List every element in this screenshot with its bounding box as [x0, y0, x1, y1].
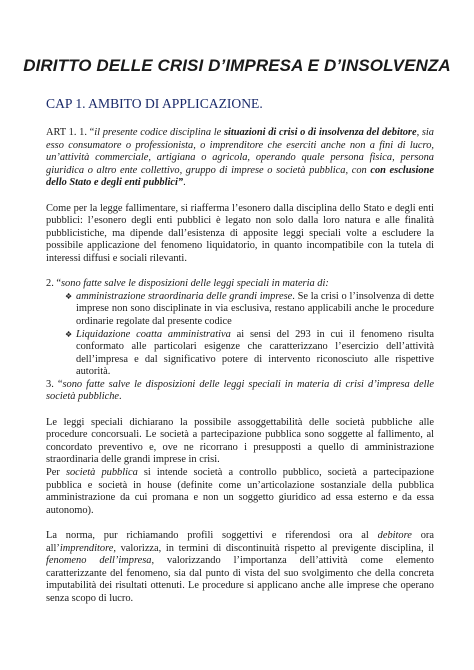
text-run: , valorizza, in termini di discontinuità rispetto al previgente disciplina, il: [113, 542, 434, 554]
section-3-prefix: 3. “: [46, 378, 63, 390]
paragraph-norma: [46, 530, 434, 606]
bullet-icon: ❖: [65, 291, 73, 301]
section-3-suffix: .: [119, 391, 122, 403]
section-2-prefix: 2. “: [46, 278, 62, 290]
document-title: DIRITTO DELLE CRISI D’IMPRESA E D’INSOLVENZA: [23, 56, 451, 75]
text-run: ora all’: [46, 530, 434, 554]
paragraph-societa-pubblica: [46, 467, 434, 517]
text-run: , valorizzando l’importanza dell’attività come elemento caratterizzante del fenomeno, sia dal punto di vista del suo svolgimento che della concreta imputabilità dei risultati ottenuti. Le procedure si applicano anche alle imprese che operano senza scopo di lucro.: [46, 555, 434, 604]
list-item-italic: Liquidazione coatta amministrativa: [76, 328, 231, 340]
bullet-icon: ❖: [65, 329, 73, 339]
paragraph-legge-fallimentare: Come per la legge fallimentare, si riafferma l’esonero dalla disciplina dello Stato e degli enti pubblici: l’esonero degli enti pubblici è legato non solo dalla loro natura e alle finalità pubblicistiche, ma dipende dall’esistenza di apposite leggi speciali volte a escludere la possibile applicazione del fenomeno liquidatorio, in quanto incompatibile con la tutela di interessi diffusi e sociali rilevanti.: [46, 202, 434, 264]
text-run: Per: [46, 467, 66, 479]
list-item-text: . Se la crisi o l’insolvenza di dette imprese non sono disciplinate in via esclusiva, restano applicabili anche le procedure ordinarie regolate dal presente codice: [76, 290, 435, 327]
text-run: La norma, pur richiamando profili soggettivi e riferendosi ora al: [46, 530, 378, 541]
section-2-intro: [46, 278, 434, 291]
text-run: si intende società a controllo pubblico, società a partecipazione pubblica e società in house (definite come un’articolazione sostanziale della pubblica amministrazione da cui promana e non un soggetto giuridico ad essa esterno e da essa autonomo).: [46, 467, 434, 516]
section-2-intro-text: sono fatte salve le disposizioni delle leggi speciali in materia di:: [61, 278, 329, 290]
article-text-1: il presente codice disciplina le: [94, 127, 224, 138]
article-1-paragraph: [46, 127, 434, 190]
section-2-list: [46, 291, 434, 379]
paragraph-leggi-speciali: Le leggi speciali dichiarano la possibile assoggettabilità delle società pubbliche alle procedure concorsuali. Le società a partecipazione pubblica sono soggette al fallimento, al concordato preventivo e, ove ne ricorrano i presupposti a quello di amministrazione straordinaria delle grandi imprese in crisi.: [46, 416, 434, 466]
article-text-bold-2: con esclusione dello Stato e degli enti pubblici”: [46, 164, 434, 189]
article-end: .: [183, 177, 186, 189]
list-item-text: ai sensi del 293 in cui il fenomeno risulta conformato alle particolari esigenze che caratterizzano l’esercizio dell’attività dell’impresa e dal significativo potere di intervento riconosciuto alle rispettive autorità.: [76, 328, 434, 378]
text-run-italic: imprenditore: [59, 542, 114, 554]
section-3-text: sono fatte salve le disposizioni delle leggi speciali in materia di crisi d’impresa delle società pubbliche: [46, 378, 434, 403]
chapter-heading: CAP 1. AMBITO DI APPLICAZIONE.: [46, 96, 263, 111]
text-run-italic: debitore: [377, 530, 412, 541]
section-3: [46, 379, 434, 404]
article-text-bold-1: situazioni di crisi o di insolvenza del debitore: [223, 127, 417, 138]
list-item: [65, 328, 434, 379]
text-run-italic: società pubblica: [65, 467, 138, 479]
text-run-italic: fenomeno dell’impresa: [46, 555, 152, 567]
list-item-italic: amministrazione straordinaria delle grandi imprese: [76, 290, 293, 302]
document-body: [46, 127, 434, 606]
list-item: [65, 290, 435, 329]
article-prefix: ART 1. 1. “: [46, 127, 95, 138]
article-text-2: , sia esso consumatore o professionista, o imprenditore che eserciti anche non a fini di lucro, un’attività commerciale, artigiana o agricola, operando quale persona fisica, persona giuridica o altro ente collettivo, gruppo di imprese o società pubblica, con: [46, 127, 434, 176]
